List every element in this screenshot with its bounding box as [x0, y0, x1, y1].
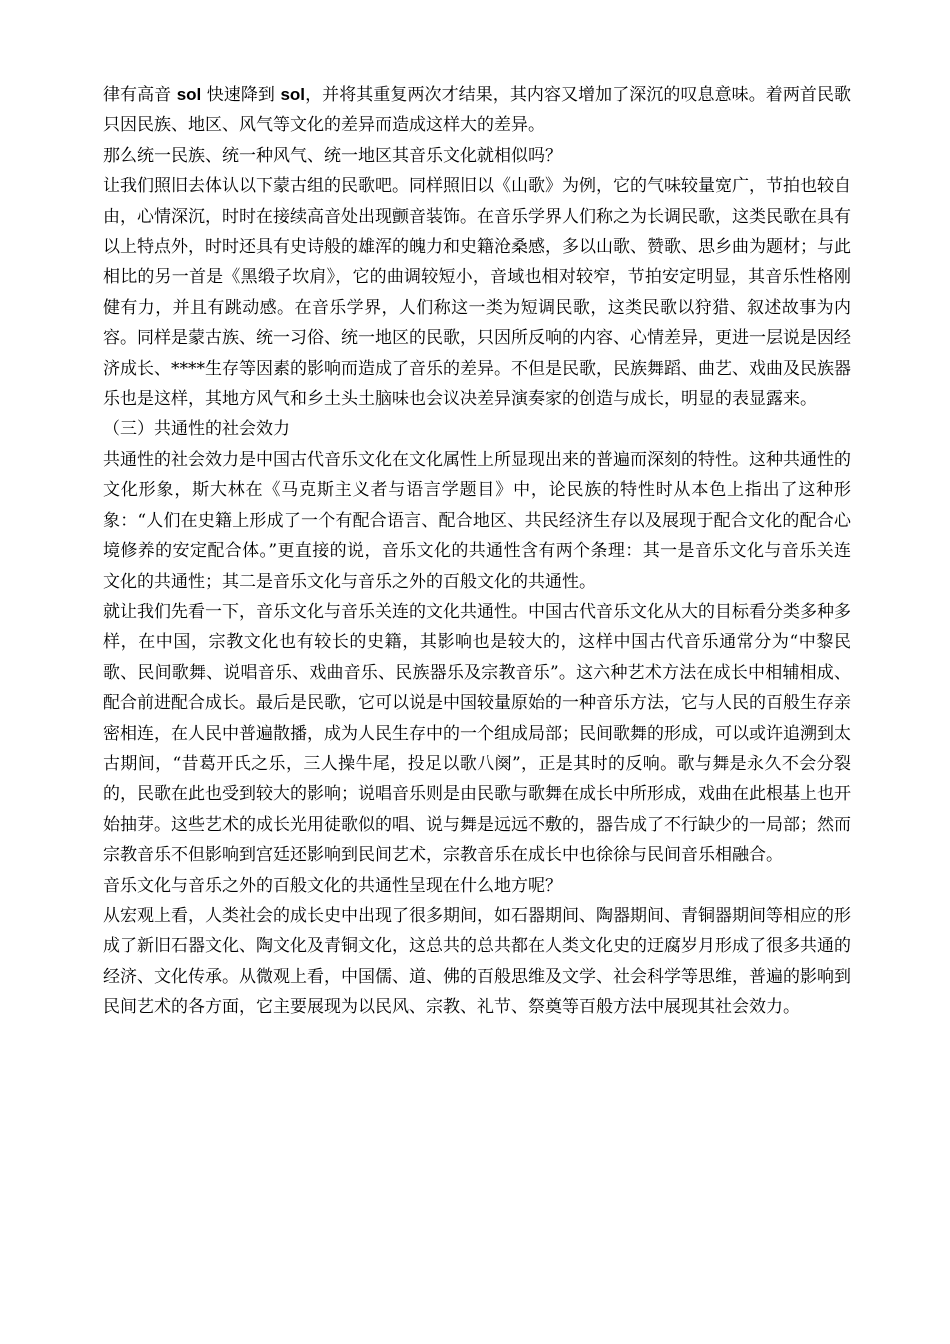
paragraph-4: 共通性的社会效力是中国古代音乐文化在文化属性上所显现出来的普遍而深刻的特性。这种共通性的文化形象，斯大林在《马克斯主义者与语言学题目》中，论民族的特性时从本色上指出了这种形象：“人们在史籍上形成了一个有配合语言、配合地区、共民经济生存以及展现于配合文化的配合心境修养的安定配合体。”更直接的说，音乐文化的共通性含有两个条理：其一是音乐文化与音乐关连文化的共通性；其二是音乐文化与音乐之外的百般文化的共通性。 [103, 449, 851, 592]
paragraph-1 [103, 80, 851, 141]
paragraph-7: 从宏观上看，人类社会的成长史中出现了很多期间，如石器期间、陶器期间、青铜器期间等相应的形成了新旧石器文化、陶文化及青铜文化，这总共的总共都在人类文化史的迂腐岁月形成了很多共通的经济、文化传承。从微观上看，中国儒、道、佛的百般思维及文学、社会科学等思维，普遍的影响到民间艺术的各方面，它主要展现为以民风、宗教、礼节、祭奠等百般方法中展现其社会效力。 [103, 905, 851, 1018]
document-page [103, 80, 851, 1023]
note-sol-high: sol [176, 85, 202, 104]
paragraph-3: 让我们照旧去体认以下蒙古组的民歌吧。同样照旧以《山歌》为例，它的气味较量宽广，节拍也较自由，心情深沉，时时在接续高音处出现颤音装饰。在音乐学界人们称之为长调民歌，这类民歌在具有以上特点外，时时还具有史诗般的雄浑的魄力和史籍沧桑感，多以山歌、赞歌、思乡曲为题材；与此相比的另一首是《黑缎子坎肩》，它的曲调较短小，音域也相对较窄，节拍安定明显，其音乐性格刚健有力，并且有跳动感。在音乐学界，人们称这一类为短调民歌，这类民歌以狩猎、叙述故事为内容。同样是蒙古族、统一习俗、统一地区的民歌，只因所反响的内容、心情差异，更进一层说是因经济成长、****生存等因素的影响而造成了音乐的差异。不但是民歌，民族舞蹈、曲艺、戏曲及民族器乐也是这样，其地方风气和乡土头土脑味也会议决差异演奏家的创造与成长，明显的表显露来。 [103, 176, 851, 410]
paragraph-5: 就让我们先看一下，音乐文化与音乐关连的文化共通性。中国古代音乐文化从大的目标看分类多种多样，在中国，宗教文化也有较长的史籍，其影响也是较大的，这样中国古代音乐通常分为“中黎民歌、民间歌舞、说唱音乐、戏曲音乐、民族器乐及宗教音乐”。这六种艺术方法在成长中相辅相成、配合前进配合成长。最后是民歌，它可以说是中国较量原始的一种音乐方法，它与人民的百般生存亲密相连，在人民中普遍散播，成为人民生存中的一个组成局部；民间歌舞的形成，可以或许追溯到太古期间，“昔葛开氏之乐，三人操牛尾，投足以歌八阕”，正是其时的反响。歌与舞是永久不会分裂的，民歌在此也受到较大的影响；说唱音乐则是由民歌与歌舞在成长中所形成，戏曲在此根基上也开始抽芽。这些艺术的成长光用徒歌似的唱、说与舞是远远不敷的，器告成了不行缺少的一局部；然而宗教音乐不但影响到宫廷还影响到民间艺术，宗教音乐在成长中也徐徐与民间音乐相融合。 [103, 601, 851, 866]
paragraph-1-text-a: 律有高音 [103, 85, 177, 105]
paragraph-1-text-c: ，并将其重复两次才结果，其内容又增加了深沉的叹息意味。着两首民歌只因民族、地区、风气等文化的差异而造成这样大的差异。 [103, 85, 852, 136]
paragraph-6: 音乐文化与音乐之外的百般文化的共通性呈现在什么地方呢？ [103, 875, 562, 896]
note-sol-low: sol [280, 85, 306, 104]
section-heading: （三）共通性的社会效力 [103, 419, 290, 440]
paragraph-2: 那么统一民族、统一种风气、统一地区其音乐文化就相似吗？ [103, 145, 562, 166]
paragraph-1-text-b: 快速降到 [201, 85, 281, 105]
